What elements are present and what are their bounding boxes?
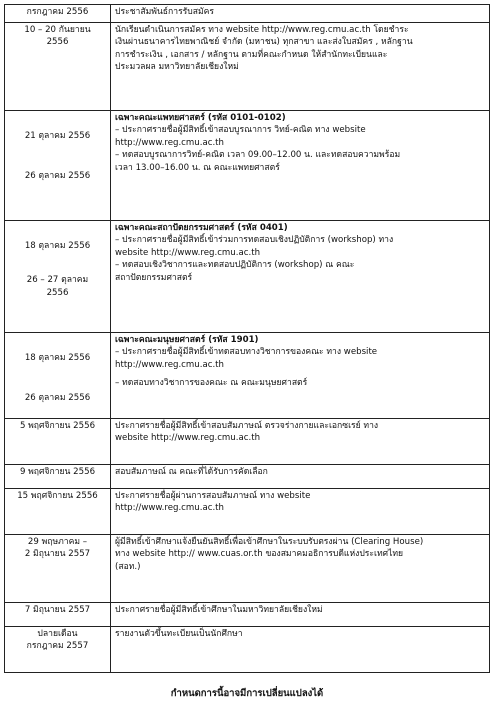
description-cell: ประชาสัมพันธ์การรับสมัคร	[111, 5, 490, 23]
date-cell: 9 พฤศจิกายน 2556	[5, 465, 111, 489]
table-row	[5, 489, 490, 535]
schedule-table	[4, 4, 490, 673]
date-cell: 5 พฤศจิกายน 2556	[5, 419, 111, 465]
description-cell: ประกาศรายชื่อผู้มีสิทธิ์เข้าศึกษาในมหาวิทยาลัยเชียงใหม่	[111, 603, 490, 627]
description-cell: สอบสัมภาษณ์ ณ คณะที่ได้รับการคัดเลือก	[111, 465, 490, 489]
table-row	[5, 465, 490, 489]
table-row	[5, 627, 490, 673]
date-cell: 10 – 20 กันยายน 2556	[5, 23, 111, 111]
description-cell: ประกาศรายชื่อผู้ผ่านการสอบสัมภาษณ์ ทาง website http://www.reg.cmu.ac.th	[111, 489, 490, 535]
table-row	[5, 419, 490, 465]
date-cell: กรกฎาคม 2556	[5, 5, 111, 23]
description-cell: นักเรียนดำเนินการสมัคร ทาง website http://www.reg.cmu.ac.th โดยชำระ เงินผ่านธนาคารไทยพาณิชย์ จำกัด (มหาชน) ทุกสาขา และส่งใบสมัคร , หลักฐาน การชำระเงิน , เอกสาร / หลักฐาน ตามที่คณะกำหนด ให้สำนักทะเบียนและ ประมวลผล มหาวิทยาลัยเชียงใหม่	[111, 23, 490, 111]
date-cell: 15 พฤศจิกายน 2556	[5, 489, 111, 535]
description-cell: ผู้มีสิทธิ์เข้าศึกษาแจ้งยืนยันสิทธิ์เพื่อเข้าศึกษาในระบบรับตรงผ่าน (Clearing House) ทาง website http:// www.cuas.or.th ของสมาคมอธิการบดีแห่งประเทศไทย (สอท.)	[111, 535, 490, 603]
date-cell: 29 พฤษภาคม – 2 มิถุนายน 2557	[5, 535, 111, 603]
date-cell: ปลายเดือน กรกฎาคม 2557	[5, 627, 111, 673]
table-row	[5, 23, 490, 111]
description-cell: เฉพาะคณะแพทยศาสตร์ (รหัส 0101-0102) – ประกาศรายชื่อผู้มีสิทธิ์เข้าสอบบูรณาการ วิทย์-คณิต ทาง website http://www.reg.cmu.ac.th – ทดสอบบูรณาการวิทย์-คณิต เวลา 09.00–12.00 น. และทดสอบความพร้อม เวลา 13.00–16.00 น. ณ คณะแพทยศาสตร์	[111, 111, 490, 221]
table-row	[5, 535, 490, 603]
schedule-page	[4, 4, 490, 673]
table-row	[5, 5, 490, 23]
description-cell: รายงานตัวขึ้นทะเบียนเป็นนักศึกษา	[111, 627, 490, 673]
description-cell: เฉพาะคณะสถาปัตยกรรมศาสตร์ (รหัส 0401) – ประกาศรายชื่อผู้มีสิทธิ์เข้าร่วมการทดสอบเชิงปฏิบัติการ (workshop) ทาง website http://www.reg.cmu.ac.th – ทดสอบเชิงวิชาการและทดสอบปฏิบัติการ (workshop) ณ คณะ สถาปัตยกรรมศาสตร์	[111, 221, 490, 333]
description-cell: เฉพาะคณะมนุษยศาสตร์ (รหัส 1901) – ประกาศรายชื่อผู้มีสิทธิ์เข้าทดสอบทางวิชาการของคณะ ทาง website http://www.reg.cmu.ac.th – ทดสอบทางวิชาการของคณะ ณ คณะมนุษยศาสตร์	[111, 333, 490, 419]
table-row	[5, 221, 490, 333]
section-heading: เฉพาะคณะสถาปัตยกรรมศาสตร์ (รหัส 0401)	[115, 223, 288, 233]
date-cell: 18 ตุลาคม 2556 26 – 27 ตุลาคม 2556	[5, 221, 111, 333]
description-cell: ประกาศรายชื่อผู้มีสิทธิ์เข้าสอบสัมภาษณ์ ตรวจร่างกายและเอกซเรย์ ทาง website http://www.reg.cmu.ac.th	[111, 419, 490, 465]
table-row	[5, 603, 490, 627]
section-heading: เฉพาะคณะแพทยศาสตร์ (รหัส 0101-0102)	[115, 113, 286, 123]
table-row	[5, 111, 490, 221]
date-cell: 7 มิถุนายน 2557	[5, 603, 111, 627]
footer-note: กำหนดการนี้อาจมีการเปลี่ยนแปลงได้	[170, 688, 324, 699]
date-cell: 18 ตุลาคม 2556 26 ตุลาคม 2556	[5, 333, 111, 419]
section-heading: เฉพาะคณะมนุษยศาสตร์ (รหัส 1901)	[115, 335, 259, 345]
date-cell: 21 ตุลาคม 2556 26 ตุลาคม 2556	[5, 111, 111, 221]
table-row	[5, 333, 490, 419]
